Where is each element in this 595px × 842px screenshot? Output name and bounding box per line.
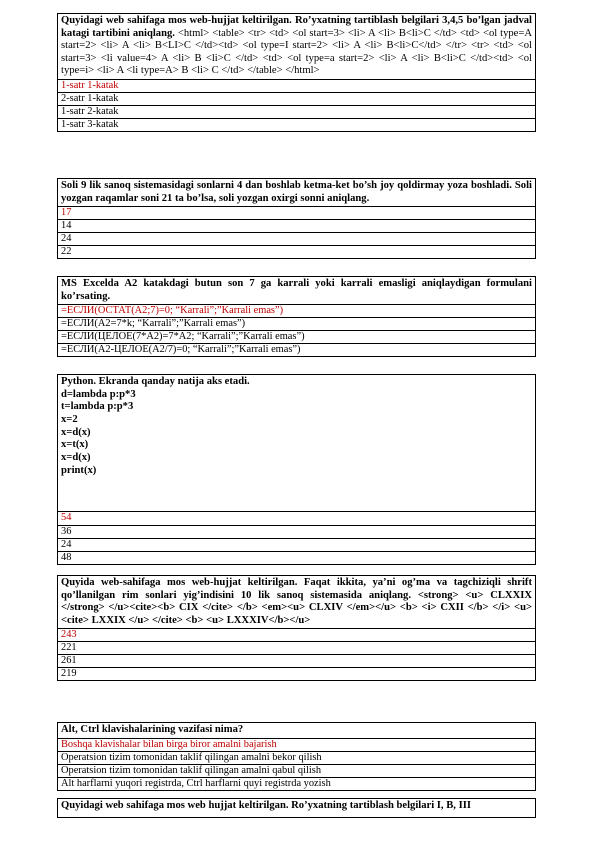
question-text [58, 179, 535, 206]
question-text [58, 799, 535, 814]
answer-option[interactable]: 1-satr 3-katak [58, 118, 535, 131]
code-line: x=t(x) [61, 439, 89, 451]
code-block [61, 389, 532, 478]
question-title: Alt, Ctrl klavishalarining vazifasi nima? [61, 724, 244, 735]
question-text [58, 375, 535, 511]
question-title: Soli 9 lik sanoq sistemasidagi sonlarni 4 dan boshlab ketma-ket bo’sh joy qoldirmay yoza boshladi. Soli yozgan raqamlar soni 21 ta bo’lsa, soli yozgan oxirgi sonni aniqlang. [61, 180, 532, 204]
code-line: x=2 [61, 414, 78, 425]
answer-option[interactable]: 14 [58, 219, 535, 232]
answer-option[interactable]: 48 [58, 551, 535, 564]
answer-option[interactable]: =ЕСЛИ(A2-ЦЕЛОЕ(A2/7)=0; “Karrali”;”Karrali emas”) [58, 343, 535, 356]
question-code: <html> <table> <tr> <td> <ol start=3> <li> A <li> B<li>C </td> <td> <ol type=A start=2> <li> A <li> B<LI>C </td><td> <ol type=I start=2> <li> A <li> B<li>C</td> </tr> <tr> <td> <ol start=3> <li value=4> A <li> B <li>C </td> <td> <ol type=a start=2> <li> A <li> B<li>C </td><td> <ol type=i> <li> A <li type=A> B <li> C </td> </table> </html> [61, 27, 532, 77]
question-title: MS Excelda A2 katakdagi butun son 7 ga karrali yoki karrali emasligi aniqlaydigan formulani ko’rsating. [61, 278, 532, 302]
question-text [58, 14, 535, 79]
code-line: x=d(x) [61, 426, 91, 438]
question-block-6 [57, 722, 536, 791]
answer-option[interactable]: 261 [58, 654, 535, 667]
question-block-5 [57, 575, 536, 681]
question-title: Python. Ekranda qanday natija aks etadi. [61, 376, 250, 387]
question-title: Quyidagi web sahifaga mos web-hujjat keltirilgan. Ro’yxatning tartiblash belgilari 3,4,5 bo’lgan jadval katagi tartibini aniqlang. [61, 15, 532, 39]
question-text [58, 723, 535, 738]
answer-option[interactable]: Operatsion tizim tomonidan taklif qilingan amalni qabul qilish [58, 764, 535, 777]
answer-option-correct[interactable]: 17 [58, 206, 535, 219]
code-line: t=lambda p:p*3 [61, 401, 134, 413]
question-block-2 [57, 178, 536, 259]
code-line: d=lambda p:p*3 [61, 388, 136, 400]
question-text [58, 277, 535, 304]
answer-option-correct[interactable]: 243 [58, 628, 535, 641]
answer-option[interactable]: =ЕСЛИ(ЦЕЛОЕ(7*A2)=7*A2; “Karrali”;”Karrali emas”) [58, 330, 535, 343]
answer-option-correct[interactable]: Boshqa klavishalar bilan birga biror amalni bajarish [58, 738, 535, 751]
answer-option[interactable]: 36 [58, 525, 535, 538]
question-block-7 [57, 798, 536, 818]
code-line: print(x) [61, 464, 97, 476]
answer-option-correct[interactable]: 54 [58, 511, 535, 525]
code-line: x=d(x) [61, 452, 91, 464]
question-block-4 [57, 374, 536, 565]
question-title: Quyida web-sahifaga mos web-hujjat keltirilgan. Faqat ikkita, ya’ni og’ma va tagchiziqli shrift qo’llanilgan rim sonlari yig’indisini 10 lik sanoq sistemasida aniqlang. [61, 577, 532, 601]
answer-option[interactable]: 24 [58, 232, 535, 245]
question-code: <strong> <u> CLXXIX </strong> </u><cite><b> CIX </cite> </b> <em><u> CLXIV </em></u> <b> <i> CXII </b> </i> <u> <cite> LXXIX </u> </cite> <b> <u> LXXXIV</b></u> [61, 589, 532, 626]
answer-option[interactable]: =ЕСЛИ(A2=7*k; “Karrali”;”Karrali emas”) [58, 317, 535, 330]
answer-option[interactable]: 1-satr 2-katak [58, 105, 535, 118]
answer-option-correct[interactable]: 1-satr 1-katak [58, 79, 535, 92]
answer-option[interactable]: Operatsion tizim tomonidan taklif qilingan amalni bekor qilish [58, 751, 535, 764]
question-title: Quyidagi web sahifaga mos web hujjat keltirilgan. Ro’yxatning tartiblash belgilari I, B, III [61, 800, 471, 811]
question-block-3 [57, 276, 536, 357]
question-text [58, 576, 535, 628]
answer-option[interactable]: Alt harflarni yuqori registrda, Ctrl harflarni quyi registrda yozish [58, 777, 535, 790]
answer-option-correct[interactable]: =ЕСЛИ(ОСТАТ(A2;7)=0; “Karrali”;”Karrali emas”) [58, 304, 535, 317]
answer-option[interactable]: 24 [58, 538, 535, 551]
answer-option[interactable]: 22 [58, 245, 535, 258]
answer-option[interactable]: 2-satr 1-katak [58, 92, 535, 105]
answer-option[interactable]: 221 [58, 641, 535, 654]
question-block-1 [57, 13, 536, 132]
answer-option[interactable]: 219 [58, 667, 535, 680]
